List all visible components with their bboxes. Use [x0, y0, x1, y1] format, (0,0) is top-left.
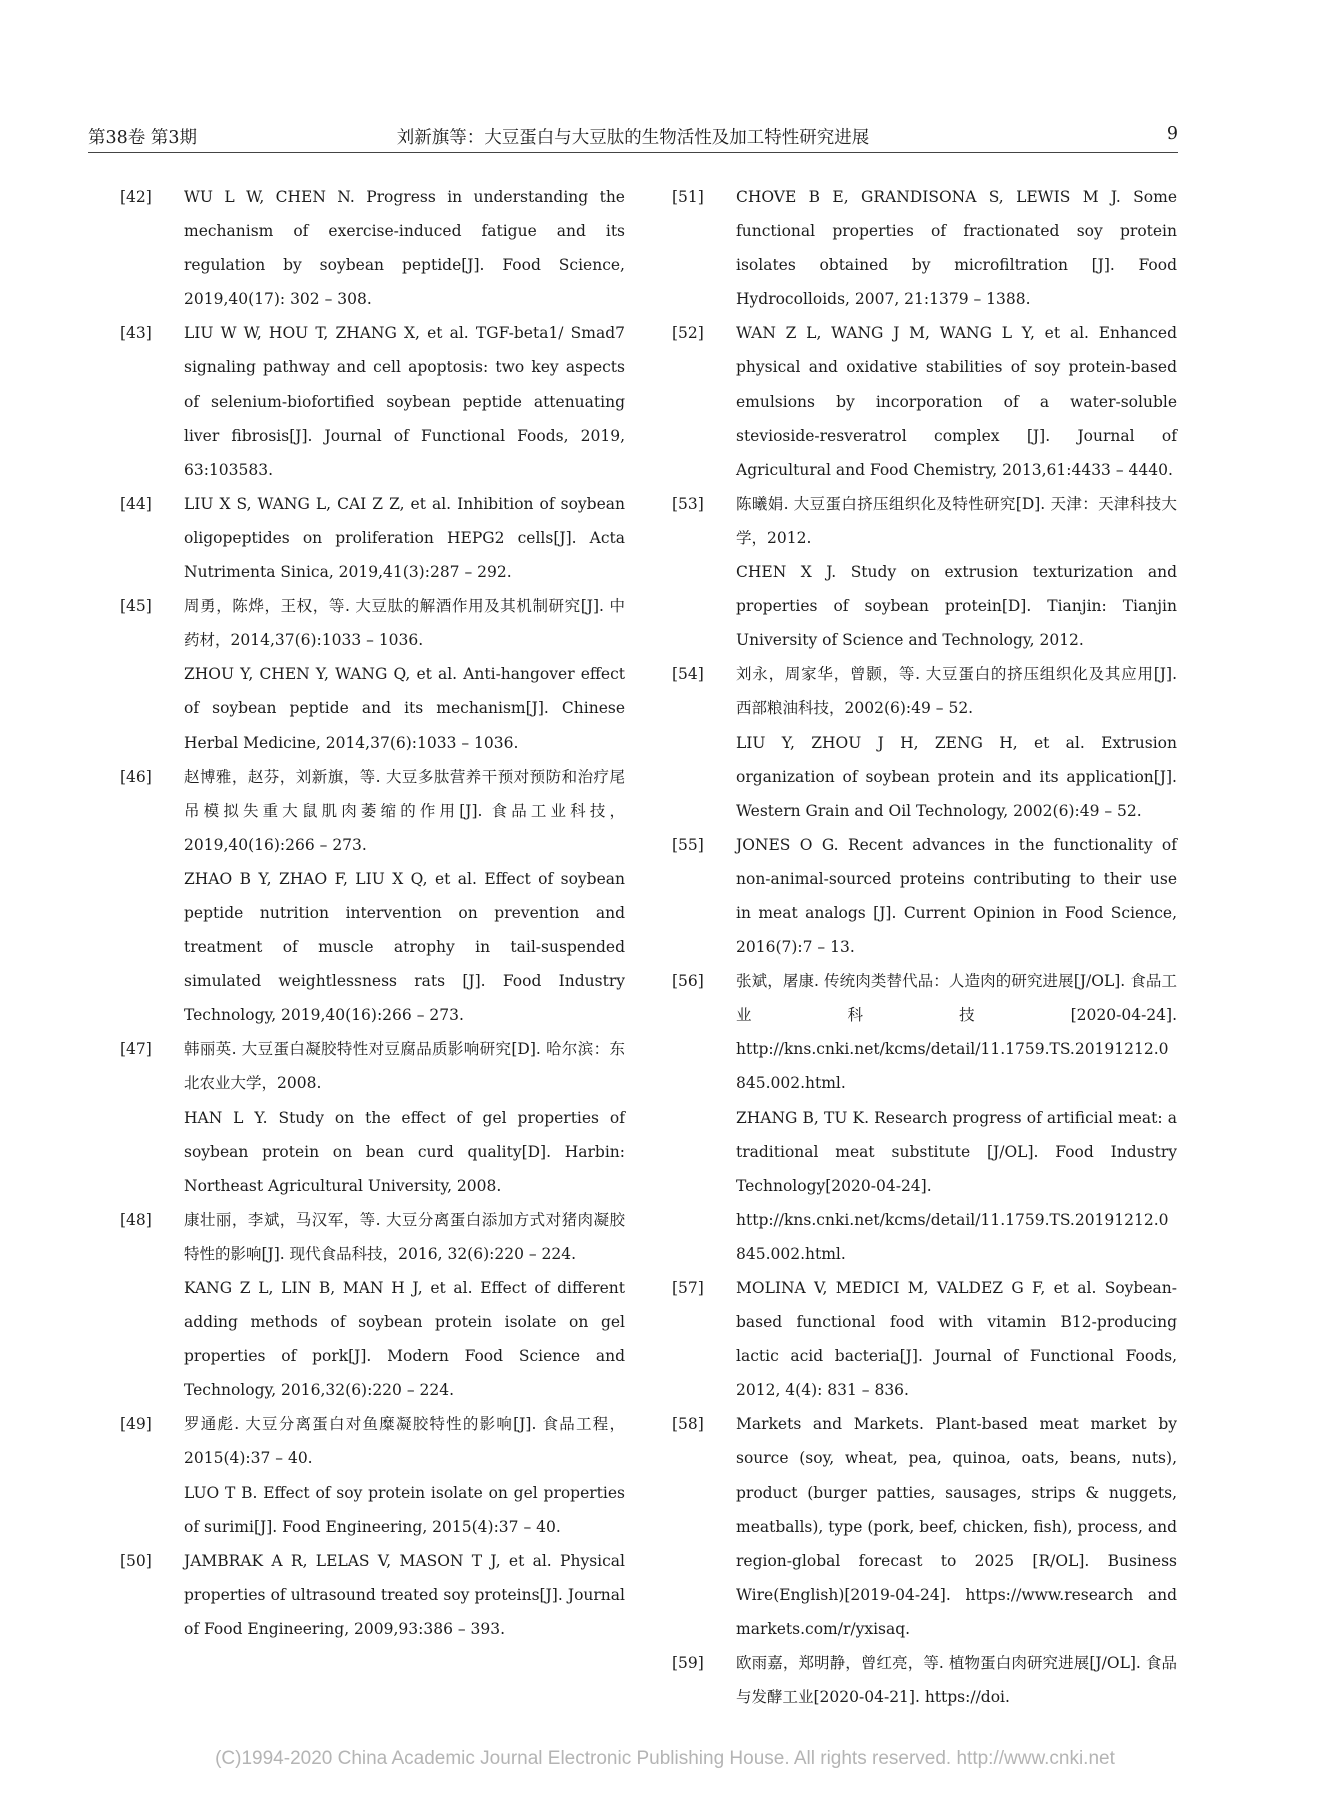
reference-text: WU L W, CHEN N. Progress in understanding the mechanism of exercise-induced fatigue and its regulation by soybean peptide[J]. Food Science, 2019,40(17): 302 – 308.	[184, 188, 625, 309]
reference-text: LIU Y, ZHOU J H, ZENG H, et al. Extrusion organization of soybean protein and its application[J]. Western Grain and Oil Technology, 2002(6):49 – 52.	[736, 733, 1177, 820]
reference-text: CHOVE B E, GRANDISONA S, LEWIS M J. Some functional properties of fractionated soy protein isolates obtained by microfiltration [J]. Food Hydrocolloids, 2007, 21:1379 – 1388.	[736, 188, 1177, 309]
reference-number: [48]	[120, 1210, 152, 1229]
reference-number: [42]	[120, 188, 152, 206]
reference-text: 陈曦娟. 大豆蛋白挤压组织化及特性研究[D]. 天津：天津科技大学，2012.	[736, 494, 1177, 547]
reference-text: 韩丽英. 大豆蛋白凝胶特性对豆腐品质影响研究[D]. 哈尔滨：东北农业大学，2008.	[184, 1040, 625, 1093]
reference-number: [47]	[120, 1040, 152, 1059]
page-number: 9	[1166, 124, 1178, 144]
reference-entry	[120, 180, 625, 316]
reference-entry	[120, 760, 625, 1033]
reference-number: [59]	[672, 1654, 704, 1673]
reference-entry	[672, 828, 1177, 964]
reference-number: [57]	[672, 1279, 704, 1297]
reference-entry	[672, 487, 1177, 657]
reference-entry	[120, 1032, 625, 1202]
reference-entry	[672, 1646, 1177, 1714]
reference-text: 康壮丽，李斌，马汉军，等. 大豆分离蛋白添加方式对猪肉凝胶特性的影响[J]. 现代食品科技，2016, 32(6):220 – 224.	[184, 1210, 625, 1263]
reference-number: [58]	[672, 1415, 704, 1434]
reference-text: WAN Z L, WANG J M, WANG L Y, et al. Enhanced physical and oxidative stabilities of soy protein-based emulsions by incorporation of a water-soluble stevioside-resveratrol complex [J]. Journal of Agricultural and Food Chemistry, 2013,61:4433 – 4440.	[736, 324, 1177, 479]
reference-entry	[120, 589, 625, 759]
reference-entry	[672, 1271, 1177, 1407]
journal-volume: 第38卷 第3期	[88, 128, 197, 148]
reference-text: 刘永，周家华，曾颢，等. 大豆蛋白的挤压组织化及其应用[J]. 西部粮油科技，2002(6):49 – 52.	[736, 665, 1177, 718]
reference-entry	[120, 316, 625, 486]
reference-text: 欧雨嘉，郑明静，曾红亮，等. 植物蛋白肉研究进展[J/OL]. 食品与发酵工业[2020-04-21]. https://doi.	[736, 1654, 1177, 1707]
reference-text: JAMBRAK A R, LELAS V, MASON T J, et al. Physical properties of ultrasound treated soy proteins[J]. Journal of Food Engineering, 2009,93:386 – 393.	[184, 1551, 625, 1638]
header-rule	[88, 152, 1178, 153]
reference-entry	[120, 1203, 625, 1408]
reference-number: [55]	[672, 835, 704, 854]
reference-entry	[120, 1544, 625, 1646]
reference-number: [49]	[120, 1415, 152, 1434]
reference-text: 罗通彪. 大豆分离蛋白对鱼糜凝胶特性的影响[J]. 食品工程，2015(4):37 – 40.	[184, 1415, 625, 1468]
reference-number: [51]	[672, 188, 704, 206]
reference-text: JONES O G. Recent advances in the functionality of non-animal-sourced proteins contributing to their use in meat analogs [J]. Current Opinion in Food Science, 2016(7):7 – 13.	[736, 835, 1177, 957]
copyright-footer: (C)1994-2020 China Academic Journal Electronic Publishing House. All rights reserved. http://www.cnki.net	[215, 1748, 1115, 1769]
reference-entry	[672, 1407, 1177, 1646]
reference-text: MOLINA V, MEDICI M, VALDEZ G F, et al. Soybean-based functional food with vitamin B12-producing lactic acid bacteria[J]. Journal of Functional Foods, 2012, 4(4): 831 – 836.	[736, 1279, 1177, 1400]
reference-text: LIU X S, WANG L, CAI Z Z, et al. Inhibition of soybean oligopeptides on proliferation HEPG2 cells[J]. Acta Nutrimenta Sinica, 2019,41(3):287 – 292.	[184, 494, 625, 582]
reference-text: LIU W W, HOU T, ZHANG X, et al. TGF-beta1/ Smad7 signaling pathway and cell apoptosis: two key aspects of selenium-biofortified soybean peptide attenuating liver fibrosis[J]. Journal of Functional Foods, 2019, 63:103583.	[184, 324, 625, 479]
reference-entry	[672, 316, 1177, 486]
reference-text: 张斌，屠康. 传统肉类替代品：人造肉的研究进展[J/OL]. 食品工业科技[2020-04-24]. http://kns.cnki.net/kcms/detail/11.1759.TS.20191212.0845.002.html.	[736, 972, 1177, 1093]
left-reference-column	[120, 180, 625, 1646]
reference-text: ZHANG B, TU K. Research progress of artificial meat: a traditional meat substitute [J/OL]. Food Industry Technology[2020-04-24]. http://kns.cnki.net/kcms/detail/11.1759.TS.20191212.0845.002.html.	[736, 1108, 1177, 1263]
reference-text: ZHOU Y, CHEN Y, WANG Q, et al. Anti-hangover effect of soybean peptide and its mechanism[J]. Chinese Herbal Medicine, 2014,37(6):1033 – 1036.	[184, 665, 625, 752]
reference-number: [50]	[120, 1551, 152, 1570]
reference-entry	[120, 487, 625, 589]
reference-number: [45]	[120, 597, 152, 616]
reference-number: [53]	[672, 494, 704, 513]
reference-number: [54]	[672, 665, 704, 684]
reference-text: Markets and Markets. Plant-based meat market by source (soy, wheat, pea, quinoa, oats, beans, nuts), product (burger patties, sausages, strips & nuggets, meatballs), type (pork, beef, chicken, fish), process, and region-global forecast to 2025 [R/OL]. Business Wire(English)[2019-04-24]. https://www.research and markets.com/r/yxisaq.	[736, 1415, 1177, 1638]
reference-text: HAN L Y. Study on the effect of gel properties of soybean protein on bean curd quality[D]. Harbin: Northeast Agricultural University, 2008.	[184, 1108, 625, 1195]
reference-number: [44]	[120, 494, 152, 513]
reference-entry	[672, 657, 1177, 827]
reference-text: CHEN X J. Study on extrusion texturization and properties of soybean protein[D]. Tianjin: Tianjin University of Science and Technology, 2012.	[736, 563, 1177, 650]
reference-text: LUO T B. Effect of soy protein isolate on gel properties of surimi[J]. Food Engineering, 2015(4):37 – 40.	[184, 1483, 625, 1536]
reference-text: 周勇，陈烨，王权，等. 大豆肽的解酒作用及其机制研究[J]. 中药材，2014,37(6):1033 – 1036.	[184, 597, 625, 650]
reference-text: 赵博雅，赵芬，刘新旗，等. 大豆多肽营养干预对预防和治疗尾吊模拟失重大鼠肌肉萎缩的作用[J]. 食品工业科技，2019,40(16):266 – 273.	[184, 767, 625, 854]
reference-entry	[672, 964, 1177, 1271]
reference-number: [56]	[672, 972, 704, 991]
right-reference-column	[672, 180, 1177, 1714]
page-header	[88, 124, 1178, 152]
reference-text: ZHAO B Y, ZHAO F, LIU X Q, et al. Effect of soybean peptide nutrition intervention on prevention and treatment of muscle atrophy in tail-suspended simulated weightlessness rats [J]. Food Industry Technology, 2019,40(16):266 – 273.	[184, 869, 625, 1025]
reference-number: [43]	[120, 324, 152, 343]
reference-number: [46]	[120, 767, 152, 786]
reference-entry	[672, 180, 1177, 316]
reference-text: KANG Z L, LIN B, MAN H J, et al. Effect of different adding methods of soybean protein isolate on gel properties of pork[J]. Modern Food Science and Technology, 2016,32(6):220 – 224.	[184, 1279, 625, 1400]
reference-entry	[120, 1407, 625, 1543]
reference-number: [52]	[672, 324, 704, 343]
running-title: 刘新旗等：大豆蛋白与大豆肽的生物活性及加工特性研究进展	[396, 128, 870, 148]
